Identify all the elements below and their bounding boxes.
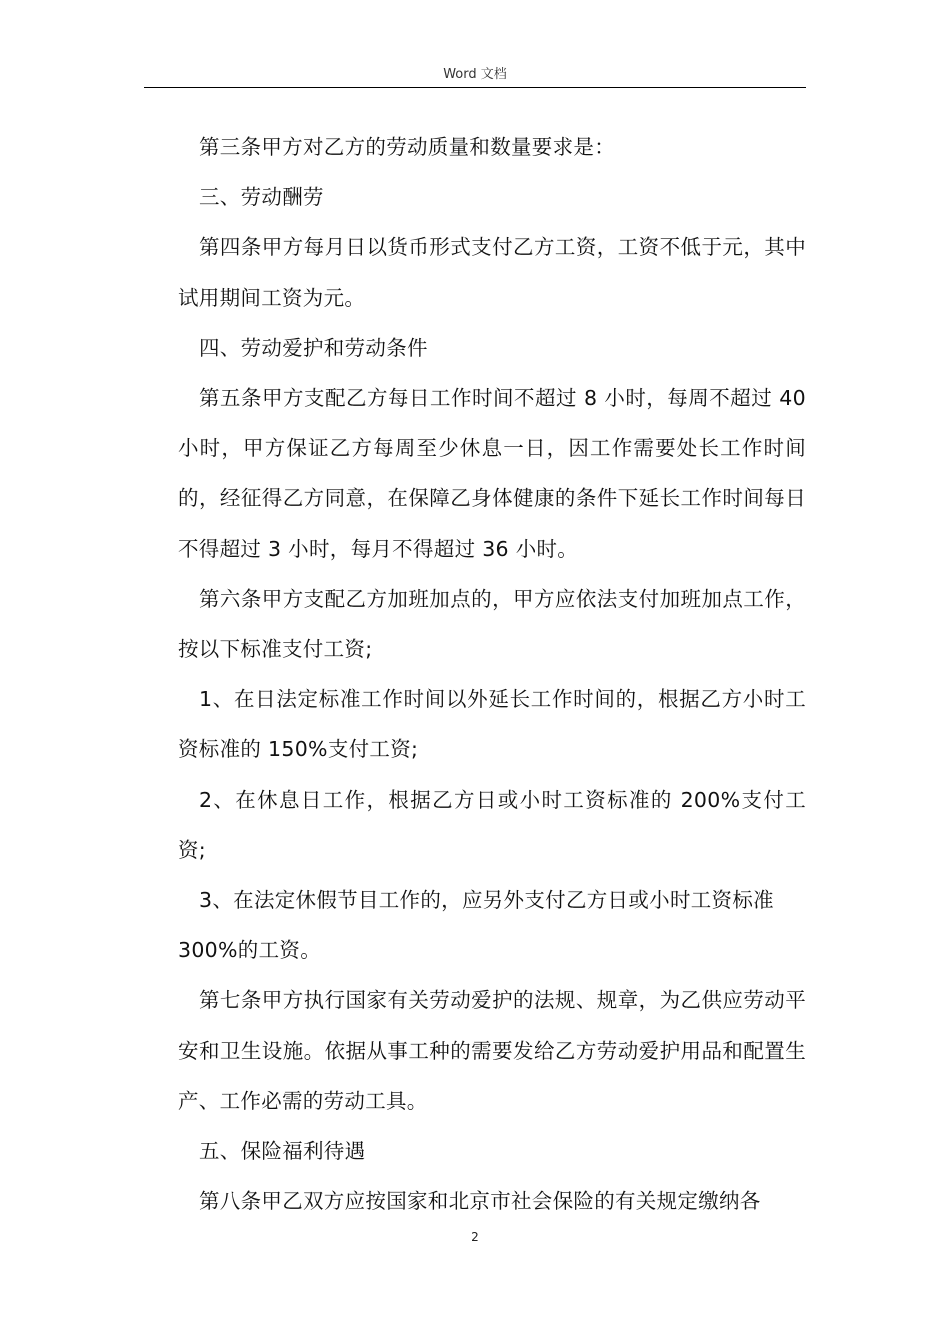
section-heading-labor-protection: 四、劳动爱护和劳动条件 (199, 335, 428, 360)
paragraph-article-6: 第六条甲方支配乙方加班加点的，甲方应依法支付加班加点工作，按以下标准支付工资; (178, 586, 806, 662)
paragraph-article-8: 第八条甲乙双方应按国家和北京市社会保险的有关规定缴纳各 (199, 1189, 761, 1214)
paragraph-article-7: 第七条甲方执行国家有关劳动爱护的法规、规章，为乙供应劳动平安和卫生设施。依据从事工种的需要发给乙方劳动爱护用品和配置生产、工作必需的劳动工具。 (178, 988, 806, 1113)
paragraph-article-3: 第三条甲方对乙方的劳动质量和数量要求是： (199, 135, 615, 159)
paragraph-article-4: 第四条甲方每月日以货币形式支付乙方工资，工资不低于元，其中试用期间工资为元。 (178, 235, 806, 310)
header-divider (144, 87, 806, 88)
list-item-overtime-holiday: 3、在法定休假节目工作的，应另外支付乙方日或小时工资标准 300%的工资。 (178, 888, 774, 963)
list-item-overtime-restday: 2、在休息日工作，根据乙方日或小时工资标准的 200%支付工资; (178, 787, 806, 862)
document-body (178, 122, 806, 1226)
list-item-overtime-workday: 1、在日法定标准工作时间以外延长工作时间的，根据乙方小时工资标准的 150%支付工资; (178, 687, 806, 762)
section-heading-insurance-welfare: 五、保险福利待遇 (199, 1139, 366, 1164)
document-header-title: Word 文档 (443, 67, 507, 82)
section-heading-labor-pay: 三、劳动酬劳 (199, 185, 324, 210)
paragraph-article-5: 第五条甲方支配乙方每日工作时间不超过 8 小时，每周不超过 40 小时，甲方保证乙方每周至少休息一日，因工作需要处长工作时间的，经征得乙方同意，在保障乙身体健康的条件下延长工作时间每日不得超过 3 小时，每月不得超过 36 小时。 (178, 386, 806, 561)
page-number: 2 (471, 1230, 479, 1244)
